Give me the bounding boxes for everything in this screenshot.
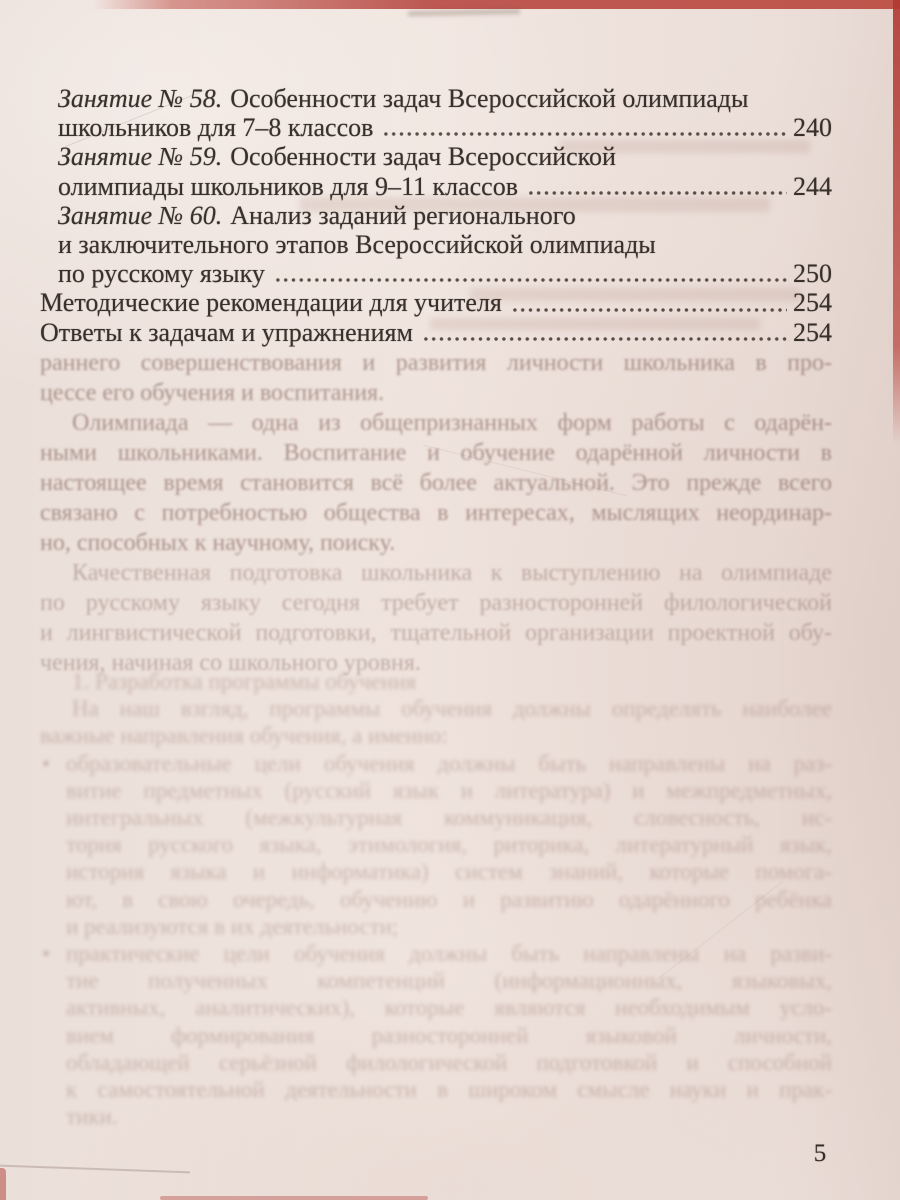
showthrough-line-text: и лингвистической подготовки, тщательной организации проектной обу- [40,620,832,646]
toc-entry-line [40,259,832,288]
toc-entry-page: 240 [793,113,832,143]
showthrough-line-text: цессе его обучения и воспитания. [40,380,385,406]
toc-entry-title: Анализ заданий регионального [230,200,576,230]
page-number: 5 [813,1140,827,1167]
toc-entry-line [40,318,832,347]
showthrough-line-text: связано с потребностью общества в интересах, мыслящих неординар- [40,500,832,526]
toc-entry-line [40,84,832,113]
showthrough-line-text: тики. [66,1104,118,1130]
showthrough-line-text: тие полученных компетенций (информационных, языковых, [66,968,832,994]
showthrough-line [40,1076,832,1103]
showthrough-line-text: настоящее время становится всё более актуальной. Это прежде всего [40,470,832,496]
toc-entry-title: школьников для 7–8 классов [58,113,374,143]
showthrough-line-text: раннего совершенствования и развития личности школьника в про- [40,350,832,376]
toc-entry-title: Особенности задач Всероссийской [230,142,616,172]
toc-entry-title: по русскому языку [58,259,265,289]
showthrough-line [40,1022,832,1049]
showthrough-line [40,588,832,618]
showthrough-line [40,831,832,858]
toc-entry-line [40,172,832,201]
showthrough-line-text: по русскому языку сегодня требует разносторонней филологической [40,590,832,616]
bullet-icon: • [42,941,51,967]
showthrough-line [40,618,832,648]
dot-leader [422,335,787,343]
showthrough-line-text: тория русского языка, этимология, риторика, литературный язык, [66,832,832,858]
paper-smudge [408,9,520,16]
table-of-contents [40,84,832,347]
showthrough-line [40,994,832,1021]
showthrough-line-text: к самостоятельной деятельности в широком смысле науки и прак- [66,1077,832,1103]
showthrough-line-text: ными школьниками. Воспитание и обучение одарённой личности в [40,440,832,466]
dot-leader [382,130,787,138]
cover-edge-bottom-left [0,1168,6,1200]
toc-entry-line [40,142,832,171]
showthrough-line-text: интегральных (межкультурная коммуникация, словесность, ис- [66,805,832,831]
dot-leader [274,276,787,284]
toc-entry-number: Занятие № 58. [58,84,223,113]
toc-entry-line [40,288,832,317]
showthrough-line-text: активных, аналитических), которые являются необходимым усло- [66,995,832,1021]
showthrough-line [40,777,832,804]
showthrough-line [40,348,832,378]
toc-entry-title: Ответы к задачам и упражнениям [40,317,413,347]
showthrough-line-text: обладающей серьёзной филологической подготовкой и способной [66,1049,832,1075]
showthrough-line [40,695,832,722]
showthrough-line-text: но, способных к научному, поиску. [40,530,396,556]
showthrough-line-text: чения, начиная со школьного уровня. [40,650,421,676]
bullet-icon: • [42,750,51,776]
cover-edge-bottom [160,1196,428,1200]
showthrough-line [40,438,832,468]
showthrough-line [40,378,832,408]
showthrough-text-lower [40,668,832,1130]
showthrough-line-text: практические цели обучения должны быть направлены на разви- [66,941,832,967]
cover-edge-top [92,0,900,9]
showthrough-line-text: вием формирования разносторонней языковой личности, [66,1022,832,1048]
cover-edge-right [893,0,900,444]
showthrough-text-upper [40,348,832,678]
showthrough-line [40,408,832,438]
showthrough-line-text: На наш взгляд, программы обучения должны определять наиболее [72,696,832,722]
showthrough-line-text: Качественная подготовка школьника к выступлению на олимпиаде [72,560,832,586]
toc-entry-title: Методические рекомендации для учителя [40,288,502,318]
showthrough-line [40,886,832,913]
toc-entry-line [40,230,832,259]
toc-entry-page: 254 [793,317,832,347]
showthrough-line [40,528,832,558]
toc-entry-number: Занятие № 60. [58,200,223,230]
showthrough-line [40,913,832,940]
showthrough-line [40,1103,832,1130]
toc-entry-line [40,201,832,230]
showthrough-line [40,722,832,749]
showthrough-line [40,858,832,885]
showthrough-line [40,558,832,588]
showthrough-line-text: история языка и информатика) систем знаний, которые помога- [66,859,832,885]
showthrough-line-text: образовательные цели обучения должны быть направлены на раз- [66,750,832,776]
toc-entry-line [40,113,832,142]
showthrough-line-text: 1. Разработка программы обучения [72,669,417,694]
toc-entry-title: и заключительного этапов Всероссийской олимпиады [58,229,656,259]
showthrough-line [40,804,832,831]
toc-entry-number: Занятие № 59. [58,142,223,172]
showthrough-line [40,967,832,994]
dot-leader [527,189,787,197]
showthrough-line-text: ют, в свою очередь, обучению и развитию одарённого ребёнка [66,886,832,912]
showthrough-line [40,468,832,498]
paper-crease [0,1165,190,1174]
showthrough-line [40,498,832,528]
dot-leader [511,306,787,314]
showthrough-line-text: Олимпиада — одна из общепризнанных форм работы с одарён- [72,410,832,436]
toc-entry-page: 244 [793,171,832,201]
showthrough-line [40,1049,832,1076]
showthrough-line-text: витие предметных (русский язык и литература) и межпредметных, [66,777,832,803]
showthrough-line [40,940,832,967]
toc-entry-title: олимпиады школьников для 9–11 классов [58,171,519,201]
showthrough-line-text: и реализуются в их деятельности; [66,913,399,939]
toc-entry-page: 254 [793,288,832,318]
showthrough-line-text: важные направления обучения, а именно: [40,723,448,749]
toc-entry-page: 250 [793,259,832,289]
showthrough-line [40,750,832,777]
toc-entry-title: Особенности задач Всероссийской олимпиады [230,84,749,113]
showthrough-line [40,668,832,695]
